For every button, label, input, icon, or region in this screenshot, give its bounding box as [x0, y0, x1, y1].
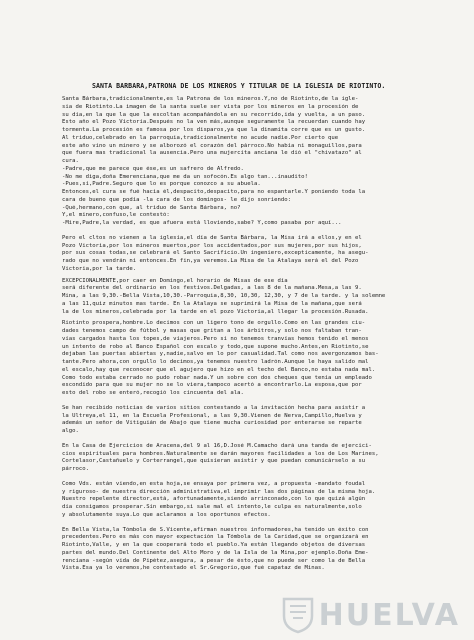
text-line: Al triduo,celebrado en la parroquia,tradicionalmente no acude nadie.Por cierto que: [62, 134, 339, 141]
text-line: escondido para que su mujer no se lo viera,tampoco acertó a encontrarlo.La esposa,que por: [62, 382, 362, 389]
text-line: Se han recibido noticias de varios sitios contestando a la invitación hecha para asistir a: [62, 404, 366, 411]
text-line: algo.: [62, 428, 79, 434]
text-line: dades tenemos campo de fútbol y masas que gritan a los árbitros,y solo nos faltaban tran-: [62, 328, 362, 334]
text-line: a las 11,quiz minutos mas tarde. En la Atalaya se suprimirá la Misa de la mañana,que será: [62, 300, 362, 307]
text-line: Pozo Victoria,por los mineros muertos,por los accidentados,por sus mujeres,por sus hijos,: [62, 242, 362, 249]
text-line: Y,el minero,confuso,le contestó:: [62, 212, 170, 219]
text-line: vías cargados hasta los topes,de viajeros.Pero si no tenemos tranvías hemos tenido el menos: [62, 335, 369, 342]
text-line: que fuera mas tradicional la ausencia.Pero una mujercita anciana le dió el "chivatazo" al: [62, 150, 362, 157]
paragraph: [62, 96, 434, 228]
text-line: -No me diga,doña Emerenciana,que me da un sofocón.Es algo tan...inaudito!: [62, 173, 308, 180]
text-line: -Mire,Padre,la verdad, es que afuera está lloviendo,sabe? Y,como pasaba por aquí...: [62, 220, 342, 226]
text-line: día consigamos prosperar.Sin embargo,si sale mal el intento,le culpa es naturalmente,solo: [62, 504, 362, 510]
paragraph: [62, 443, 434, 474]
text-line: tante.Pero ahora,con orgullo lo decimos,ya tenemos nuestro ladrón.Aunque le haya salido mal: [62, 359, 369, 365]
text-line: renciana -según vida de Pipétez,asegura, a pesar de ésto,que no puede ser como la de Bella: [62, 557, 366, 564]
text-line: Cortelasor,Castañuelo y Corterrangel,que quisieran asistir y que puedan comunicárselo a su: [62, 458, 366, 465]
text-line: precedentes.Pero es más con mayor expectación la Tómbola de la Caridad,que se organizará en: [62, 534, 369, 541]
text-line: sia de Riotinto.La imagen de la santa suele ser vista por los mineros en la procesión de: [62, 103, 359, 110]
text-line: será diferente del ordinario en los festivos.Delgadas, a las 8 de la mañana.Mesa,a las 9.: [62, 285, 362, 292]
text-line: su día,en la que la que la escoltan acompañándola en su recorrido,ida y vuelta, a un paso.: [62, 111, 366, 118]
text-line: Como todo estaba cerrado no pudo robar nada.Y un sobre con dos cheques que tenía un empleado: [62, 374, 372, 381]
text-line: Pero el cltos no vienen a la iglesia,el día de Santa Bárbara, la Misa irá a ellos,y en el: [62, 234, 362, 241]
text-line: -Padre,que me parece que ése,es un safrero de Alfredo.: [62, 165, 244, 172]
paragraph-gap: [62, 398, 434, 405]
text-line: -Pues,sí,Padre.Seguro que lo es porque conozco a su abuela.: [62, 181, 261, 188]
text-line: Nuestro repelente director,está, afortunadamente,siendo arrinconado,con lo que quizá algún: [62, 496, 366, 503]
text-line: y absolutamente suya.Lo que aclaramos a los oportunos efectos.: [62, 511, 271, 518]
text-line: cios espirituales para hombres.Naturalmente se darán mayores facilidades a los de Los Marines,: [62, 450, 379, 457]
paragraph-gap: [62, 474, 434, 481]
paragraph: [62, 320, 434, 398]
text-line: cura.: [62, 158, 79, 164]
text-line: Riotinto prospera,hombre.Lo decimos con un ligero tono de orgullo.Como en las grandes ciu-: [62, 320, 366, 327]
text-line: Santa Bárbara,tradicionalmente,es la Patrona de los mineros.Y,no de Riotinto,de la igle-: [62, 96, 359, 102]
text-line: Mina, a las 9,30.-Bella Vista,10,30.-Parroquia,8,30, 10,30, 12,30, y 7 de la tarde. y la solemne: [62, 293, 386, 299]
text-line: Victoria,por la tarde.: [62, 265, 137, 272]
text-line: el escalo,hay que reconocer que el agujero que hizo en el techo del Banco,no estaba nada mal.: [62, 366, 376, 373]
paragraph: [62, 235, 434, 274]
paragraph-gap: [62, 228, 434, 235]
text-line: por sus cosas todas,se celebrará el Santo Sacrificio.Un ingeniero,excepticamente, ha asegu-: [62, 250, 369, 257]
paragraph: [62, 527, 434, 574]
text-line: Como Vds. están viendo,en esta hoja,se ensaya por primera vez, a propuesta -mandato foudal: [62, 480, 366, 487]
archive-watermark: [281, 596, 460, 634]
watermark-text: HUELVA: [318, 597, 460, 633]
text-line: Esto año el Pozo Victoria.Después no la ven más,aunque seguramente la recuerdan cuando hay: [62, 119, 366, 126]
text-line: párroco.: [62, 466, 89, 472]
text-line: esto del robo se enteró,recogió los cincuenta del ala.: [62, 390, 244, 396]
text-line: En Bella Vista,la Tómbola de S.Vicente,afirman nuestros informadores,ha tenido un éxito con: [62, 526, 369, 533]
text-line: En la Casa de Ejercicios de Aracena,del 9 al 16,D.José M.Camacho dará una tanda de ejercici-: [62, 442, 372, 449]
text-line: y riguroso- de nuestra dirección administrativa,el imprimir las dos páginas de la misma hoja.: [62, 488, 376, 495]
text-line: EXCEPCIONALMENTE,por caer en Domingo,el horario de Misas de ese día: [62, 277, 288, 284]
paragraph: [62, 278, 434, 317]
paragraph-gap: [62, 436, 434, 443]
text-line: tormenta.La procesión es famosa por los disparos,ya que la dinamita corre que es un gusto.: [62, 127, 366, 133]
text-line: este año vino un minero y se alborozó el corazón del párroco.No había ni monaguillos,para: [62, 142, 362, 149]
text-line: Riotinto,Valle, y en la que cooperará todo el pueblo.Ya están llegando objetos de diversas: [62, 542, 366, 548]
text-line: cara de bueno que podía -la cara de los domingos- le dijo sonriendo:: [62, 196, 292, 203]
paragraph: [62, 481, 434, 520]
shield-emblem-icon: [281, 596, 315, 634]
document-body: [62, 96, 434, 573]
text-line: -Qué,hermano,con que, al triduo de Santa Bárbara, no?: [62, 204, 241, 211]
paragraph: [62, 405, 434, 436]
paragraph-gap: [62, 520, 434, 527]
text-line: dejaban las puertas abiertas y,nadie,salvo en lo por casualidad.Tal como nos avergonzamos bas-: [62, 351, 379, 358]
text-line: la de los mineros,celebrada por la tarde en el pozo Victoria,al llegar la procesión.Rusada.: [62, 308, 369, 315]
text-line: Entonces,el cura se fué hacia él,despacito,despacito,para no espantarle.Y poniendo toda la: [62, 189, 366, 195]
text-line: rado que no vendrán ni entonces.En fin,ya veremos.La Misa de la Atalaya será el del Pozo: [62, 258, 359, 264]
text-line: la Ultreya,el 11, en la Escuela Profesional, a las 9,30.Vienen de Nerva,Campillo,Huelva y: [62, 412, 362, 419]
document-title: SANTA BARBARA,PATRONA DE LOS MINEROS Y TITULAR DE LA IGLESIA DE RIOTINTO.: [92, 82, 386, 90]
text-line: además un señor de Vitiguián de Abajo que tiene mucha curiosidad por enterarse se reparte: [62, 420, 362, 427]
text-line: partes del mundo.Del Continente del Alto Moro y de la Isla de la Mina,por ejemplo.Doña Eme-: [62, 549, 369, 556]
text-line: un intento de robo al Banco Español con escalo y todo,que supone mucho.Antes,en Riotinto,se: [62, 343, 369, 350]
text-line: Vista.Esa ya lo veremos,he contestado el Sr.Gregorio,que fué capataz de Minas.: [62, 565, 325, 572]
